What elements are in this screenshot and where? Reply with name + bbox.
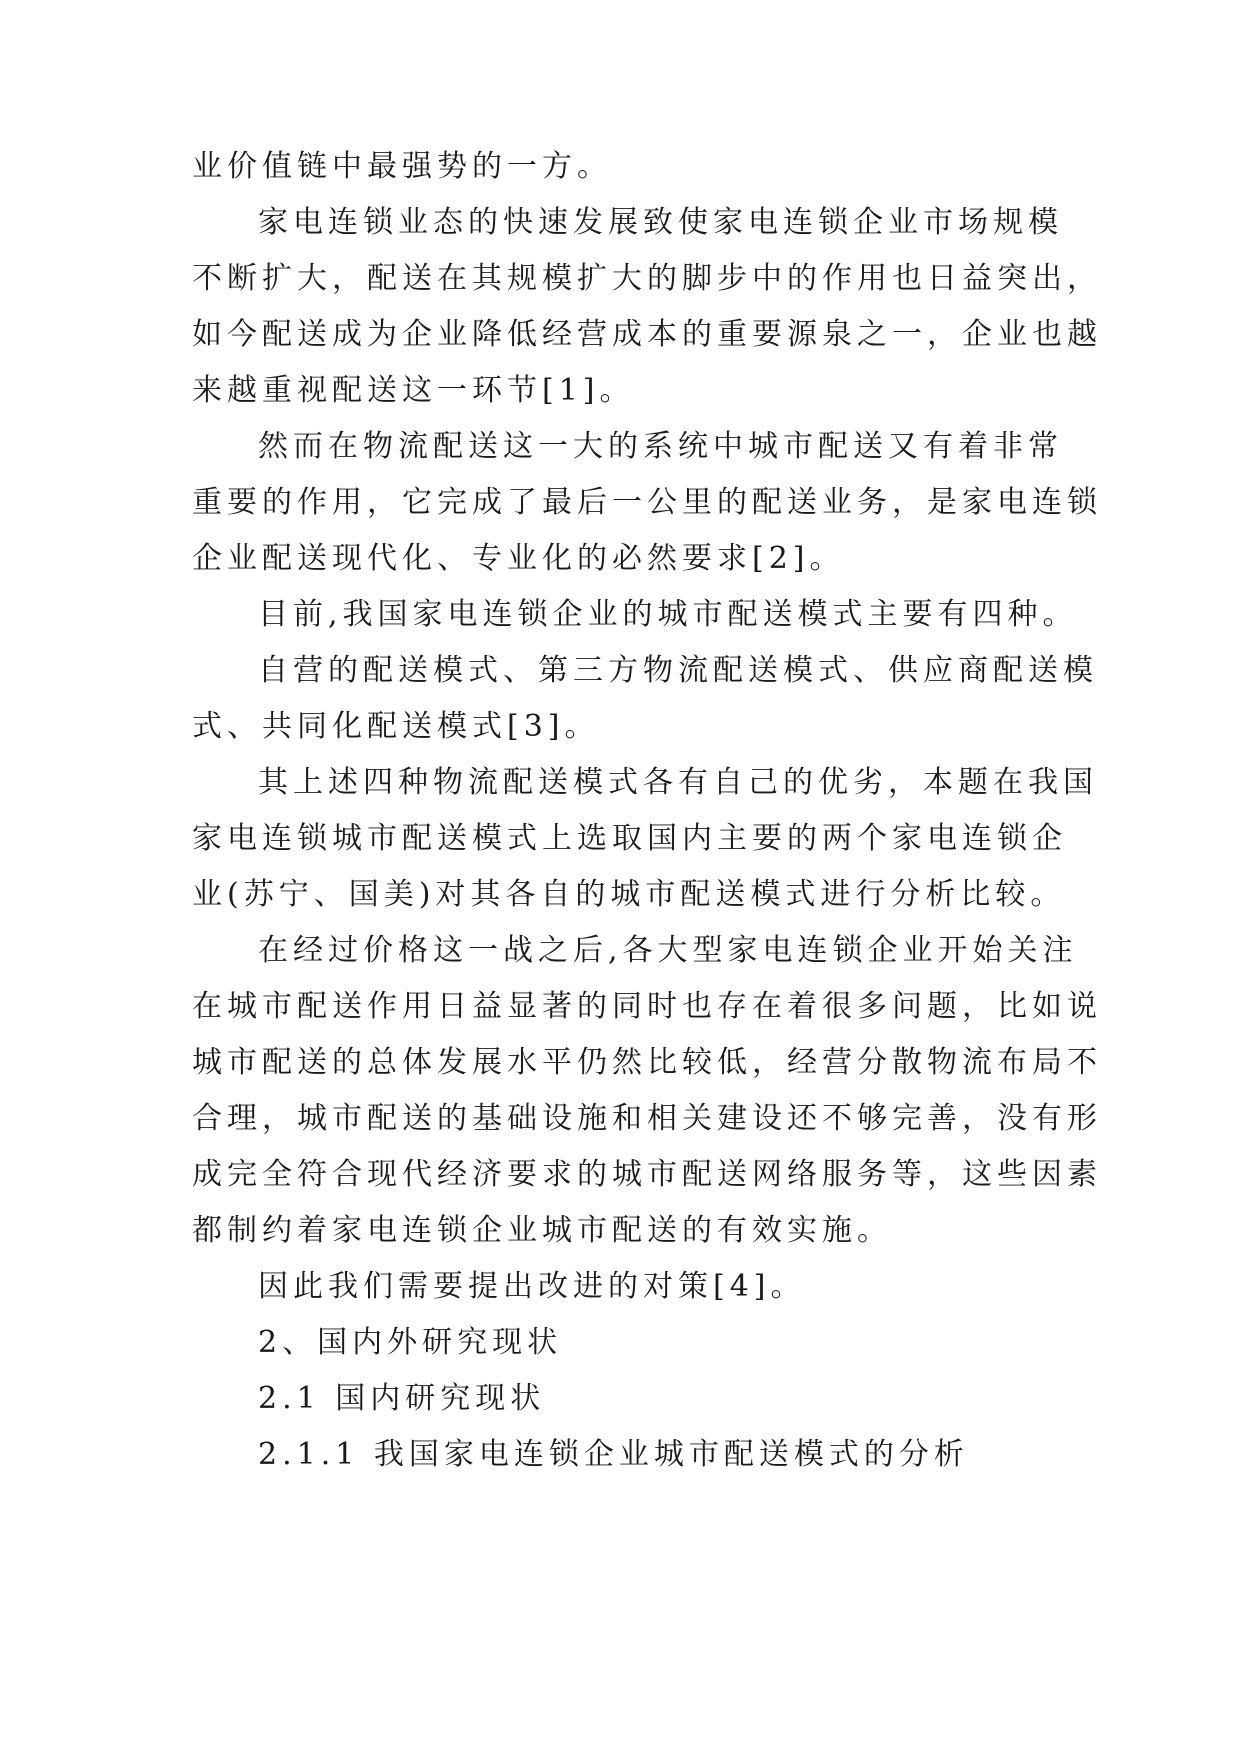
subsection-heading: 2.1 国内研究现状 — [258, 1381, 546, 1416]
text-line: 业价值链中最强势的一方。 — [192, 149, 612, 184]
text-line: 合理，城市配送的基础设施和相关建设还不够完善，没有形 — [192, 1101, 1102, 1136]
paragraph-first-line: 在经过价格这一战之后,各大型家电连锁企业开始关注 — [258, 933, 1078, 968]
text-line: 企业配送现代化、专业化的必然要求[2]。 — [192, 541, 845, 576]
text-line: 成完全符合现代经济要求的城市配送网络服务等，这些因素 — [192, 1157, 1102, 1192]
paragraph-first-line: 自营的配送模式、第三方物流配送模式、供应商配送模 — [258, 653, 1098, 688]
paragraph-first-line: 目前,我国家电连锁企业的城市配送模式主要有四种。 — [258, 597, 1078, 632]
text-line: 式、共同化配送模式[3]。 — [192, 709, 600, 744]
text-line: 家电连锁城市配送模式上选取国内主要的两个家电连锁企 — [192, 821, 1067, 856]
text-line: 业(苏宁、国美)对其各自的城市配送模式进行分析比较。 — [192, 877, 1066, 912]
text-line: 在城市配送作用日益显著的同时也存在着很多问题，比如说 — [192, 989, 1102, 1024]
text-line: 不断扩大，配送在其规模扩大的脚步中的作用也日益突出， — [192, 261, 1102, 296]
text-line: 都制约着家电连锁企业城市配送的有效实施。 — [192, 1213, 892, 1248]
subsubsection-heading: 2.1.1 我国家电连锁企业城市配送模式的分析 — [258, 1437, 969, 1472]
text-line: 城市配送的总体发展水平仍然比较低，经营分散物流布局不 — [192, 1045, 1102, 1080]
paragraph-first-line: 其上述四种物流配送模式各有自己的优劣，本题在我国 — [258, 765, 1098, 800]
section-heading: 2、国内外研究现状 — [258, 1325, 563, 1360]
text-line: 重要的作用，它完成了最后一公里的配送业务，是家电连锁 — [192, 485, 1102, 520]
paragraph-first-line: 然而在物流配送这一大的系统中城市配送又有着非常 — [258, 429, 1063, 464]
paragraph-first-line: 因此我们需要提出改进的对策[4]。 — [258, 1269, 806, 1304]
text-line: 如今配送成为企业降低经营成本的重要源泉之一，企业也越 — [192, 317, 1102, 352]
paragraph-first-line: 家电连锁业态的快速发展致使家电连锁企业市场规模 — [258, 205, 1063, 240]
text-line: 来越重视配送这一环节[1]。 — [192, 373, 635, 408]
